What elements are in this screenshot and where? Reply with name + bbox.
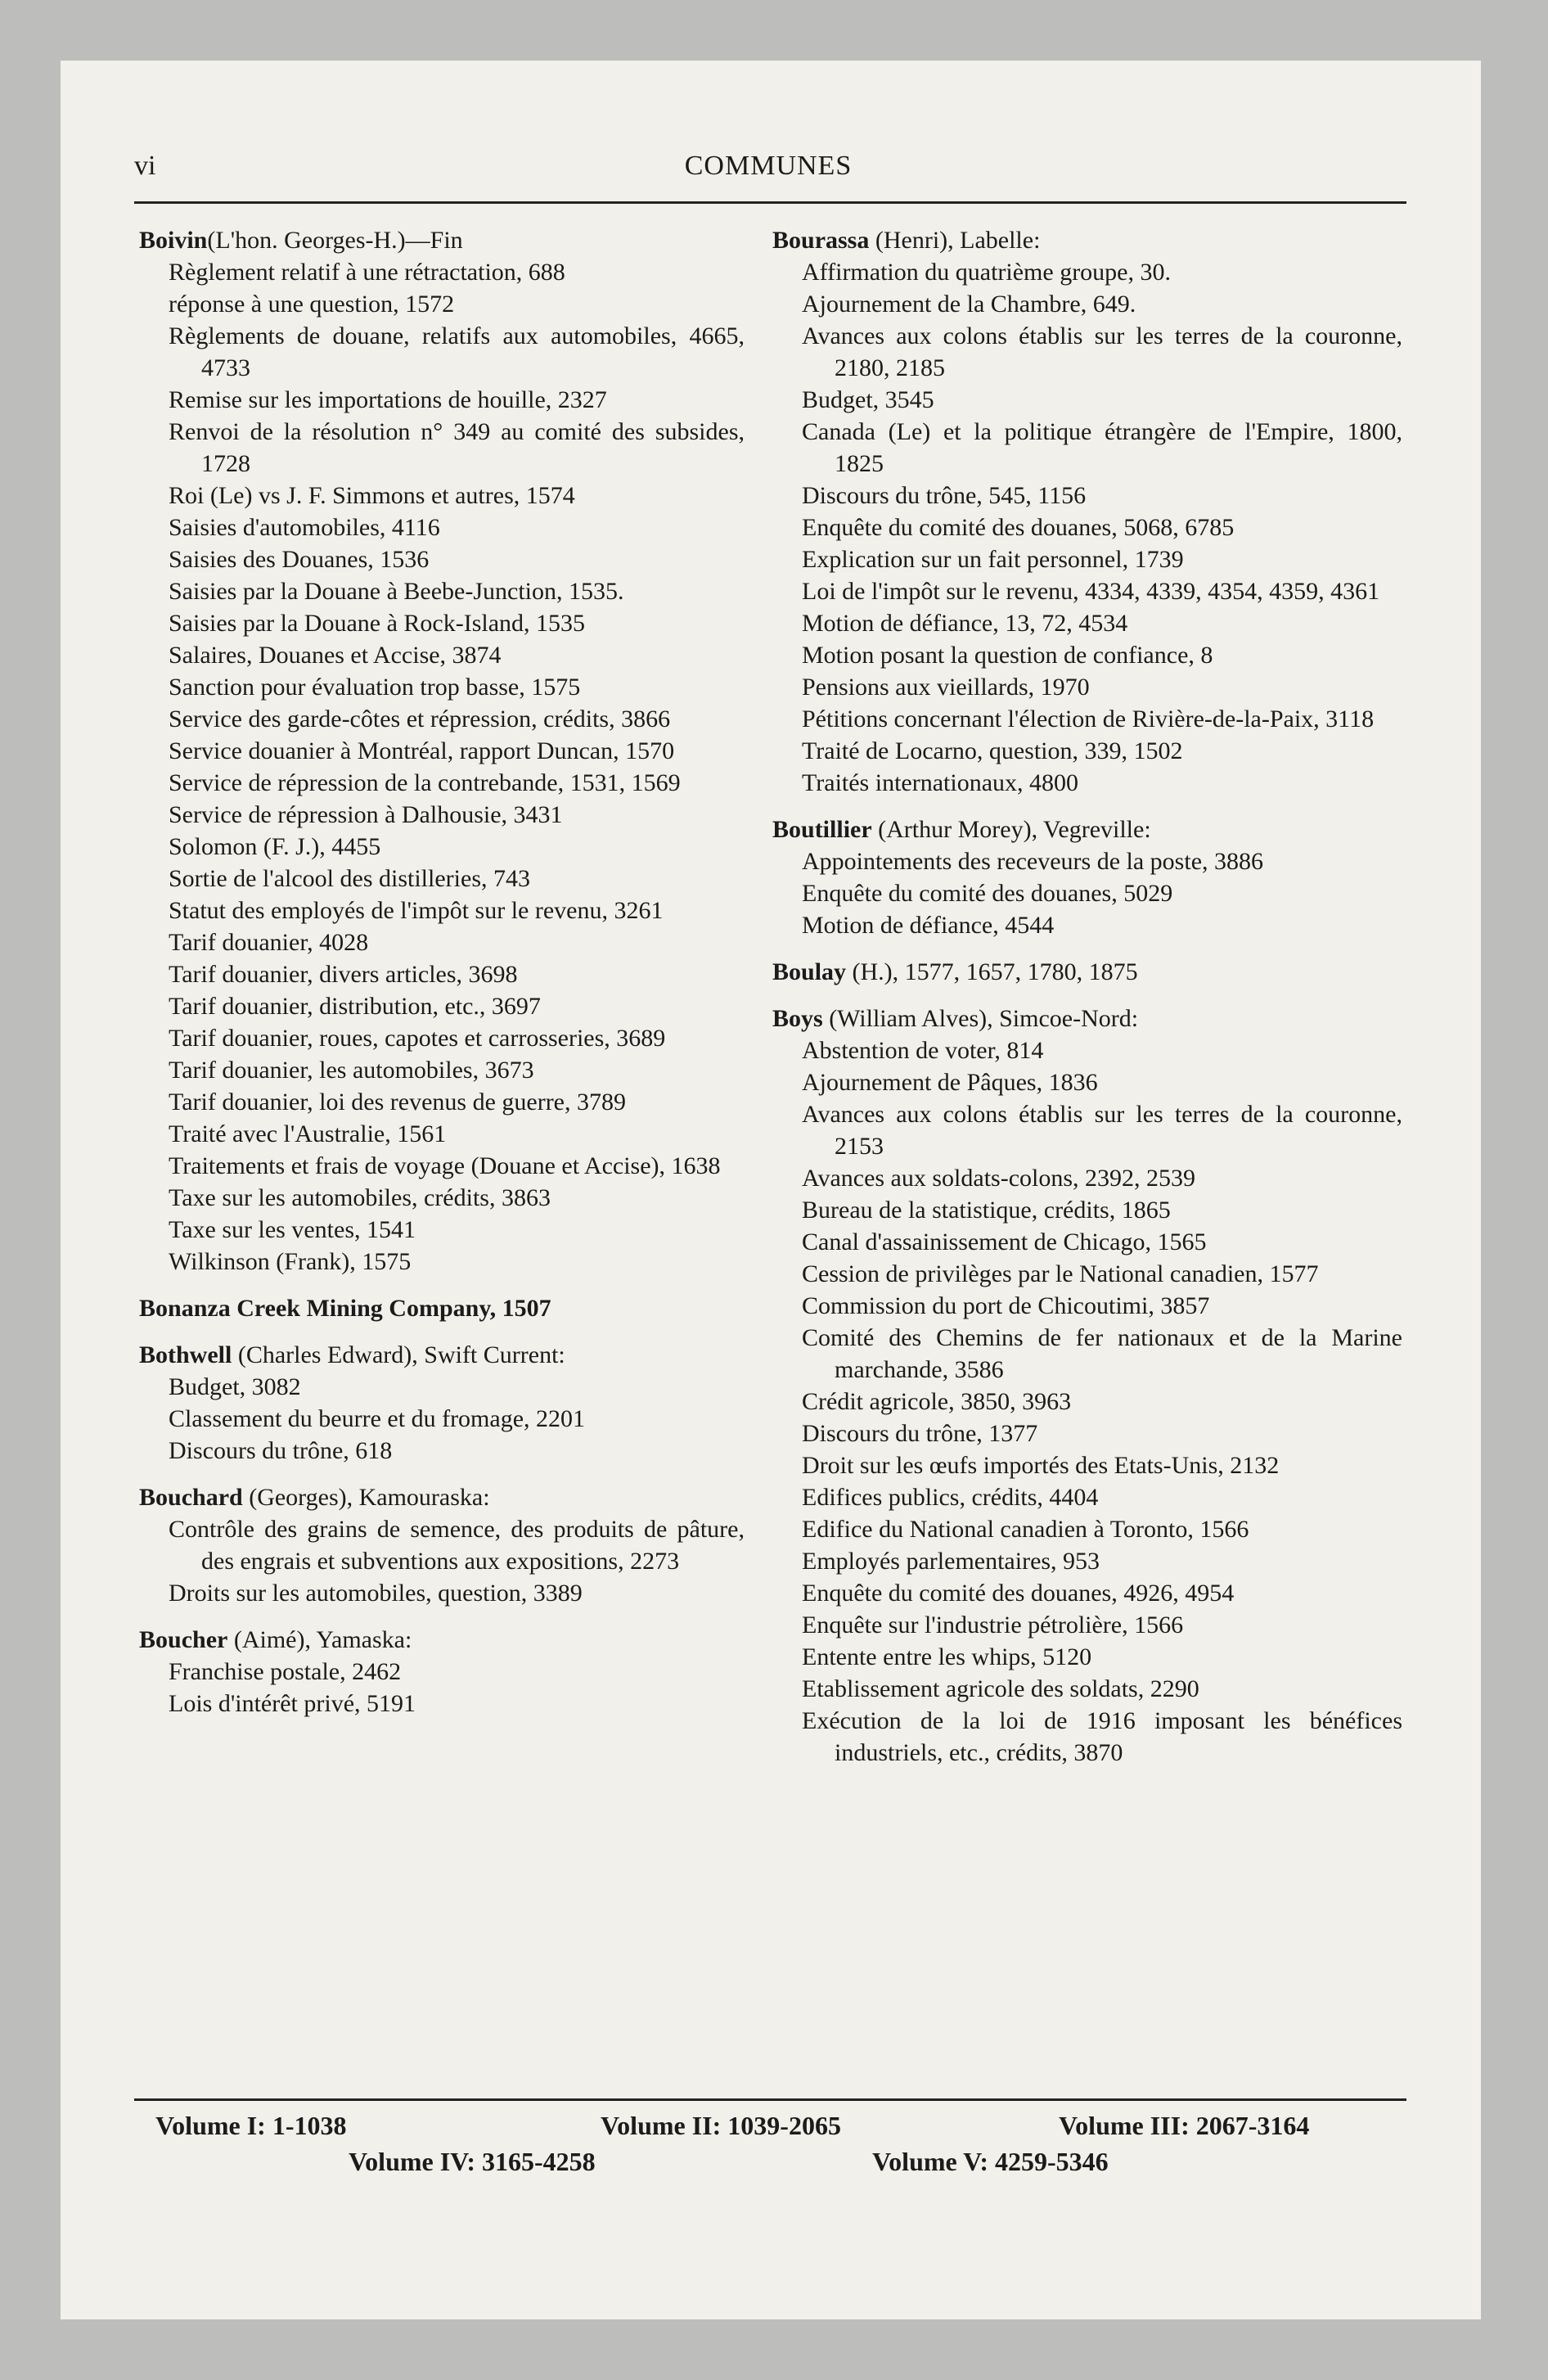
subentry: Abstention de voter, 814 [802,1037,1044,1064]
subentry: Franchise postale, 2462 [169,1658,402,1685]
subentry: Cession de privilèges par le National canadien, 1577 [802,1260,1319,1287]
subentry: Droits sur les automobiles, question, 3389 [169,1580,583,1607]
subentry: Tarif douanier, roues, capotes et carrosseries, 3689 [169,1025,666,1052]
entry-name: Bourassa [772,227,870,254]
entry-detail: (Aimé), Yamaska: [227,1626,412,1653]
entry-heading [139,1339,745,1371]
index-entry [139,1624,745,1720]
subentry: Canal d'assainissement de Chicago, 1565 [802,1228,1207,1255]
subentry: Renvoi de la résolution n° 349 au comité des subsides, 1728 [169,418,745,477]
entry-detail: (H.), 1577, 1657, 1780, 1875 [846,958,1138,985]
subentry: Employés parlementaires, 953 [802,1548,1100,1575]
entry-name: Boulay [772,958,847,985]
subentry: Service douanier à Montréal, rapport Duncan, 1570 [169,737,675,764]
subentry: Tarif douanier, les automobiles, 3673 [169,1057,534,1084]
left-column [139,224,745,1734]
subentry: Traités internationaux, 4800 [802,769,1079,796]
index-entry [772,224,1402,799]
subentry: réponse à une question, 1572 [169,291,455,318]
entry-heading [139,1624,745,1656]
subentry: Solomon (F. J.), 4455 [169,833,381,860]
subentry: Discours du trône, 618 [169,1437,393,1464]
subentry: Exécution de la loi de 1916 imposant les bénéfices industriels, etc., crédits, 3870 [802,1707,1402,1766]
subentry: Wilkinson (Frank), 1575 [169,1248,412,1275]
entry-name: Boucher [139,1626,228,1653]
entry-detail: (Henri), Labelle: [869,227,1041,254]
index-entry [139,1339,745,1467]
subentry: Tarif douanier, divers articles, 3698 [169,961,518,988]
subentry: Etablissement agricole des soldats, 2290 [802,1675,1199,1702]
subentry: Tarif douanier, 4028 [169,929,369,956]
entry-detail: (L'hon. Georges-H.)—Fin [207,227,463,254]
subentry: Enquête du comité des douanes, 5068, 6785 [802,514,1235,541]
subentry: Service de répression à Dalhousie, 3431 [169,801,563,828]
index-entry [139,224,745,1278]
subentry: Explication sur un fait personnel, 1739 [802,546,1184,573]
page-number: vi [134,151,156,181]
entry-heading [772,224,1402,256]
entry-name: Boutillier [772,816,872,843]
volume-2-range: Volume II: 1039-2065 [601,2111,841,2140]
entry-name: Bothwell [139,1341,232,1368]
subentry: Saisies des Douanes, 1536 [169,546,430,573]
subentry: Crédit agricole, 3850, 3963 [802,1388,1072,1415]
index-entry [139,1292,745,1324]
index-entry [139,1481,745,1609]
subentry: Motion de défiance, 4544 [802,912,1055,939]
subentry: Entente entre les whips, 5120 [802,1643,1092,1670]
footer-rule [134,2098,1406,2101]
entry-heading [139,1292,745,1324]
index-entry [772,956,1402,988]
volume-5-range: Volume V: 4259-5346 [872,2147,1109,2176]
subentry: Sanction pour évaluation trop basse, 1575 [169,674,581,701]
subentry: Bureau de la statistique, crédits, 1865 [802,1197,1171,1224]
subentry: Ajournement de Pâques, 1836 [802,1069,1098,1096]
subentry: Ajournement de la Chambre, 649. [802,291,1136,318]
subentry: Service des garde-côtes et répression, crédits, 3866 [169,705,671,732]
subentry: Saisies d'automobiles, 4116 [169,514,440,541]
subentry: Enquête du comité des douanes, 4926, 4954 [802,1580,1235,1607]
page [61,61,1481,2319]
subentry: Traité de Locarno, question, 339, 1502 [802,737,1183,764]
subentry: Traité avec l'Australie, 1561 [169,1120,447,1147]
subentry: Edifices publics, crédits, 4404 [802,1484,1099,1511]
subentry: Discours du trône, 1377 [802,1420,1038,1447]
subentry: Saisies par la Douane à Rock-Island, 1535 [169,610,586,637]
subentry: Budget, 3082 [169,1373,301,1400]
page-title: COMMUNES [684,151,853,181]
subentry: Commission du port de Chicoutimi, 3857 [802,1292,1210,1319]
entry-detail: (William Alves), Simcoe-Nord: [822,1005,1139,1032]
subentry: Roi (Le) vs J. F. Simmons et autres, 1574 [169,482,575,509]
entry-heading [772,1003,1402,1034]
entry-name: Boivin [139,227,208,254]
subentry: Statut des employés de l'impôt sur le revenu, 3261 [169,897,664,924]
page-header [134,151,1402,200]
subentry: Règlement relatif à une rétractation, 688 [169,259,565,286]
subentry: Appointements des receveurs de la poste, 3886 [802,848,1264,875]
volume-4-range: Volume IV: 3165-4258 [349,2147,596,2176]
subentry: Taxe sur les automobiles, crédits, 3863 [169,1184,551,1211]
subentry: Tarif douanier, distribution, etc., 3697 [169,993,541,1020]
subentry: Contrôle des grains de semence, des produits de pâture, des engrais et subventions aux expositions, 2273 [169,1516,745,1575]
header-rule [134,201,1406,204]
subentry: Enquête du comité des douanes, 5029 [802,880,1173,907]
entry-heading [772,814,1402,845]
subentry: Tarif douanier, loi des revenus de guerre, 3789 [169,1089,626,1116]
subentry: Loi de l'impôt sur le revenu, 4334, 4339, 4354, 4359, 4361 [802,578,1380,605]
subentry: Pensions aux vieillards, 1970 [802,674,1090,701]
subentry: Sortie de l'alcool des distilleries, 743 [169,865,530,892]
subentry: Avances aux colons établis sur les terres de la couronne, 2153 [802,1101,1402,1160]
subentry: Traitements et frais de voyage (Douane et Accise), 1638 [169,1152,721,1179]
entry-heading [139,1481,745,1513]
subentry: Salaires, Douanes et Accise, 3874 [169,642,502,669]
subentry: Avances aux soldats-colons, 2392, 2539 [802,1165,1196,1192]
subentry: Service de répression de la contrebande, 1531, 1569 [169,769,681,796]
subentry: Règlements de douane, relatifs aux automobiles, 4665, 4733 [169,322,745,381]
subentry: Pétitions concernant l'élection de Rivière-de-la-Paix, 3118 [802,705,1375,732]
subentry: Taxe sur les ventes, 1541 [169,1216,416,1243]
entry-name: Bouchard [139,1484,243,1511]
right-column [772,224,1402,1783]
subentry: Saisies par la Douane à Beebe-Junction, 1535. [169,578,624,605]
subentry: Motion de défiance, 13, 72, 4534 [802,610,1128,637]
subentry: Remise sur les importations de houille, 2327 [169,386,607,413]
subentry: Affirmation du quatrième groupe, 30. [802,259,1171,286]
subentry: Classement du beurre et du fromage, 2201 [169,1405,586,1432]
entry-heading [772,956,1402,988]
entry-name: Bonanza Creek Mining Company, 1507 [139,1295,551,1322]
subentry: Enquête sur l'industrie pétrolière, 1566 [802,1611,1184,1639]
subentry: Budget, 3545 [802,386,934,413]
subentry: Discours du trône, 545, 1156 [802,482,1087,509]
subentry: Droit sur les œufs importés des Etats-Unis, 2132 [802,1452,1280,1479]
entry-detail: (Georges), Kamouraska: [242,1484,490,1511]
volume-3-range: Volume III: 2067-3164 [1059,2111,1310,2140]
subentry: Canada (Le) et la politique étrangère de l'Empire, 1800, 1825 [802,418,1402,477]
subentry: Lois d'intérêt privé, 5191 [169,1690,416,1717]
subentry: Motion posant la question de confiance, 8 [802,642,1213,669]
entry-detail: (Arthur Morey), Vegreville: [871,816,1151,843]
subentry: Edifice du National canadien à Toronto, 1566 [802,1516,1249,1543]
index-entry [772,1003,1402,1769]
subentry: Avances aux colons établis sur les terres de la couronne, 2180, 2185 [802,322,1402,381]
subentry: Comité des Chemins de fer nationaux et de la Marine marchande, 3586 [802,1324,1402,1383]
volume-1-range: Volume I: 1-1038 [155,2111,347,2140]
entry-name: Boys [772,1005,823,1032]
entry-detail: (Charles Edward), Swift Current: [232,1341,565,1368]
entry-heading [139,224,745,256]
index-entry [772,814,1402,941]
